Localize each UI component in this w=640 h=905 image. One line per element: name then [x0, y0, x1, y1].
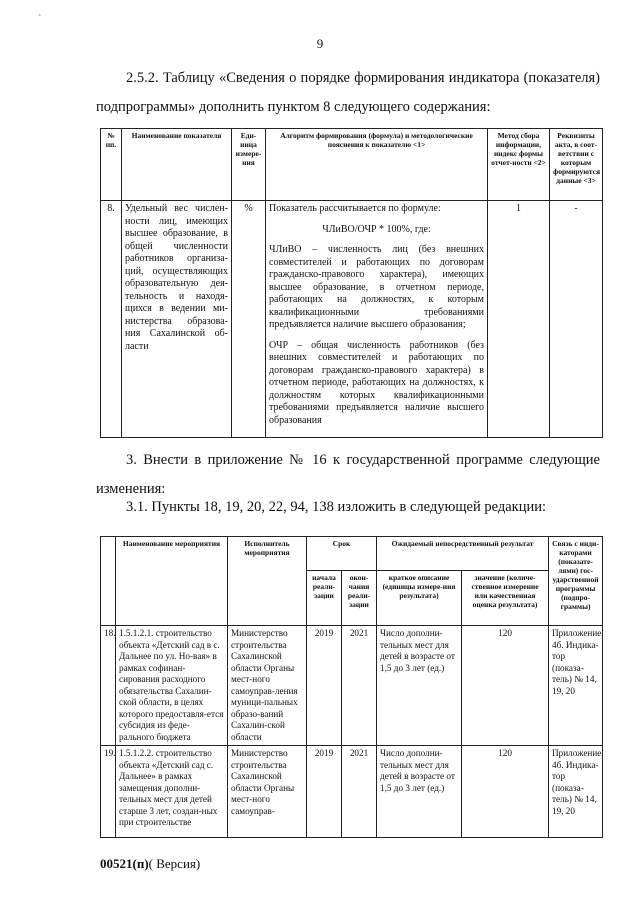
collection-method: 1	[488, 201, 550, 438]
indicator-link: Приложение 4б. Индика-тор (показа-тель) № 14, 19, 20	[549, 626, 603, 746]
header-term: Срок	[307, 537, 377, 571]
result-description: Число дополни-тельных мест для детей в возрасте от 1,5 до 3 лет (ед.)	[377, 626, 462, 746]
formula: ЧЛиВО/ОЧР * 100%, где:	[322, 223, 431, 235]
paragraph-table-amendment: 2.5.2. Таблицу «Сведения о порядке формирования индикатора (показателя) подпрограммы» дополнить пунктом 8 следующего содержания:	[96, 70, 600, 115]
result-value: 120	[462, 626, 549, 746]
row-num: 18.	[101, 626, 116, 746]
document-version: ( Версия)	[148, 856, 201, 871]
term-end: 2021	[342, 746, 377, 838]
term-start: 2019	[307, 746, 342, 838]
formula-intro: Показатель рассчитывается по формуле:	[269, 203, 441, 214]
table-row	[101, 746, 603, 838]
header-act: Реквизиты акта, в соот-ветствии с которым формируются данные <3>	[550, 129, 603, 201]
margin-mark: `	[38, 14, 42, 25]
result-value: 120	[462, 746, 549, 838]
row-num: 8.	[101, 201, 122, 438]
indicator-name: Удельный вес числен-ности лиц, имеющих высшее образование, в общей численности работников организа-ций, осуществляющих образовательную дея-тельность и находя-щихся в ведении ми-нистерства образова-ния Сахалинской об-ласти	[122, 201, 232, 438]
result-description: Число дополни-тельных мест для детей в возрасте от 1,5 до 3 лет (ед.)	[377, 746, 462, 838]
act-details: -	[550, 201, 603, 438]
header-indicator-link: Связь с инди-каторами (показате-лями) гос-ударственной программы (подпро-граммы)	[549, 537, 603, 626]
table-row	[101, 201, 603, 438]
header-indicator-name: Наименование показателя	[122, 129, 232, 201]
measure-name: 1.5.1.2.2. строительство объекта «Детский сад с. Дальнее» в рамках замещения дополни-тельных мест для детей старше 3 лет, создан-ных при строительстве	[116, 746, 228, 838]
measure-executor: Министерство строительства Сахалинской области Органы мест-ного самоуправ-	[228, 746, 307, 838]
table-row	[101, 626, 603, 746]
page-number: 9	[316, 36, 324, 51]
measure-executor: Министерство строительства Сахалинской области Органы мест-ного самоуправ-ления муници-пальных образо-ваний Сахалин-ской области	[228, 626, 307, 746]
paragraph-appendix-changes: 3. Внести в приложение № 16 к государственной программе следующие изменения:	[96, 452, 600, 497]
header-term-start: начала реали-зации	[307, 571, 342, 626]
header-algorithm: Алгоритм формирования (формула) и методологические пояснения к показателю <1>	[266, 129, 488, 201]
definition-ochr: ОЧР – общая численность работников (без внешних совместителей и работающих по договорам гражданско-правового характера) в отчетном периоде, работающих на должностях, к должностям которых квалификационными требованиями предъявляется наличие высшего образования	[269, 339, 484, 426]
table-header-row	[101, 129, 603, 201]
measure-name: 1.5.1.2.1. строительство объекта «Детский сад в с. Дальнее по ул. Но-вая» в рамках софинан-сирования расходного обязательства Сахалин-ской области, в целях которого предоставля-ется субсидия из феде-рального бюджета	[116, 626, 228, 746]
header-expected-result: Ожидаемый непосредственный результат	[377, 537, 549, 571]
document-code: 00521(п)	[100, 856, 149, 871]
row-num: 19.	[101, 746, 116, 838]
header-term-end: окон-чания реали-зации	[342, 571, 377, 626]
term-end: 2021	[342, 626, 377, 746]
header-num: № пп.	[101, 129, 122, 201]
header-measure-name: Наименование мероприятия	[116, 537, 228, 626]
header-short-description: краткое описание (единицы измере-ния результата)	[377, 571, 462, 626]
header-unit: Еди-ница измере-ния	[232, 129, 266, 201]
measures-table	[100, 536, 603, 838]
header-num	[101, 537, 116, 626]
term-start: 2019	[307, 626, 342, 746]
indicator-link: Приложение 4б. Индика-тор (показа-тель) № 14, 19, 20	[549, 746, 603, 838]
header-method: Метод сбора информации, индекс формы отчет-ности <2>	[488, 129, 550, 201]
definition-chlivo: ЧЛиВО – численность лиц (без внешних совместителей и работающих по договорам гражданско-правового характера), имеющих высшее образование, в отчетном периоде, работающих на должностях, к которым квалификационными требованиями предъявляется наличие высшего образования;	[269, 244, 484, 330]
indicator-table	[100, 128, 603, 438]
algorithm-cell	[266, 201, 488, 438]
header-result-value: значение (количе-ственное измерение или качественная оценка результата)	[462, 571, 549, 626]
header-executor: Исполнитель мероприятия	[228, 537, 307, 626]
indicator-unit: %	[232, 201, 266, 438]
table-header-row	[101, 537, 603, 571]
paragraph-items-revision: 3.1. Пункты 18, 19, 20, 22, 94, 138 изложить в следующей редакции:	[126, 499, 546, 515]
document-footer	[100, 856, 200, 872]
